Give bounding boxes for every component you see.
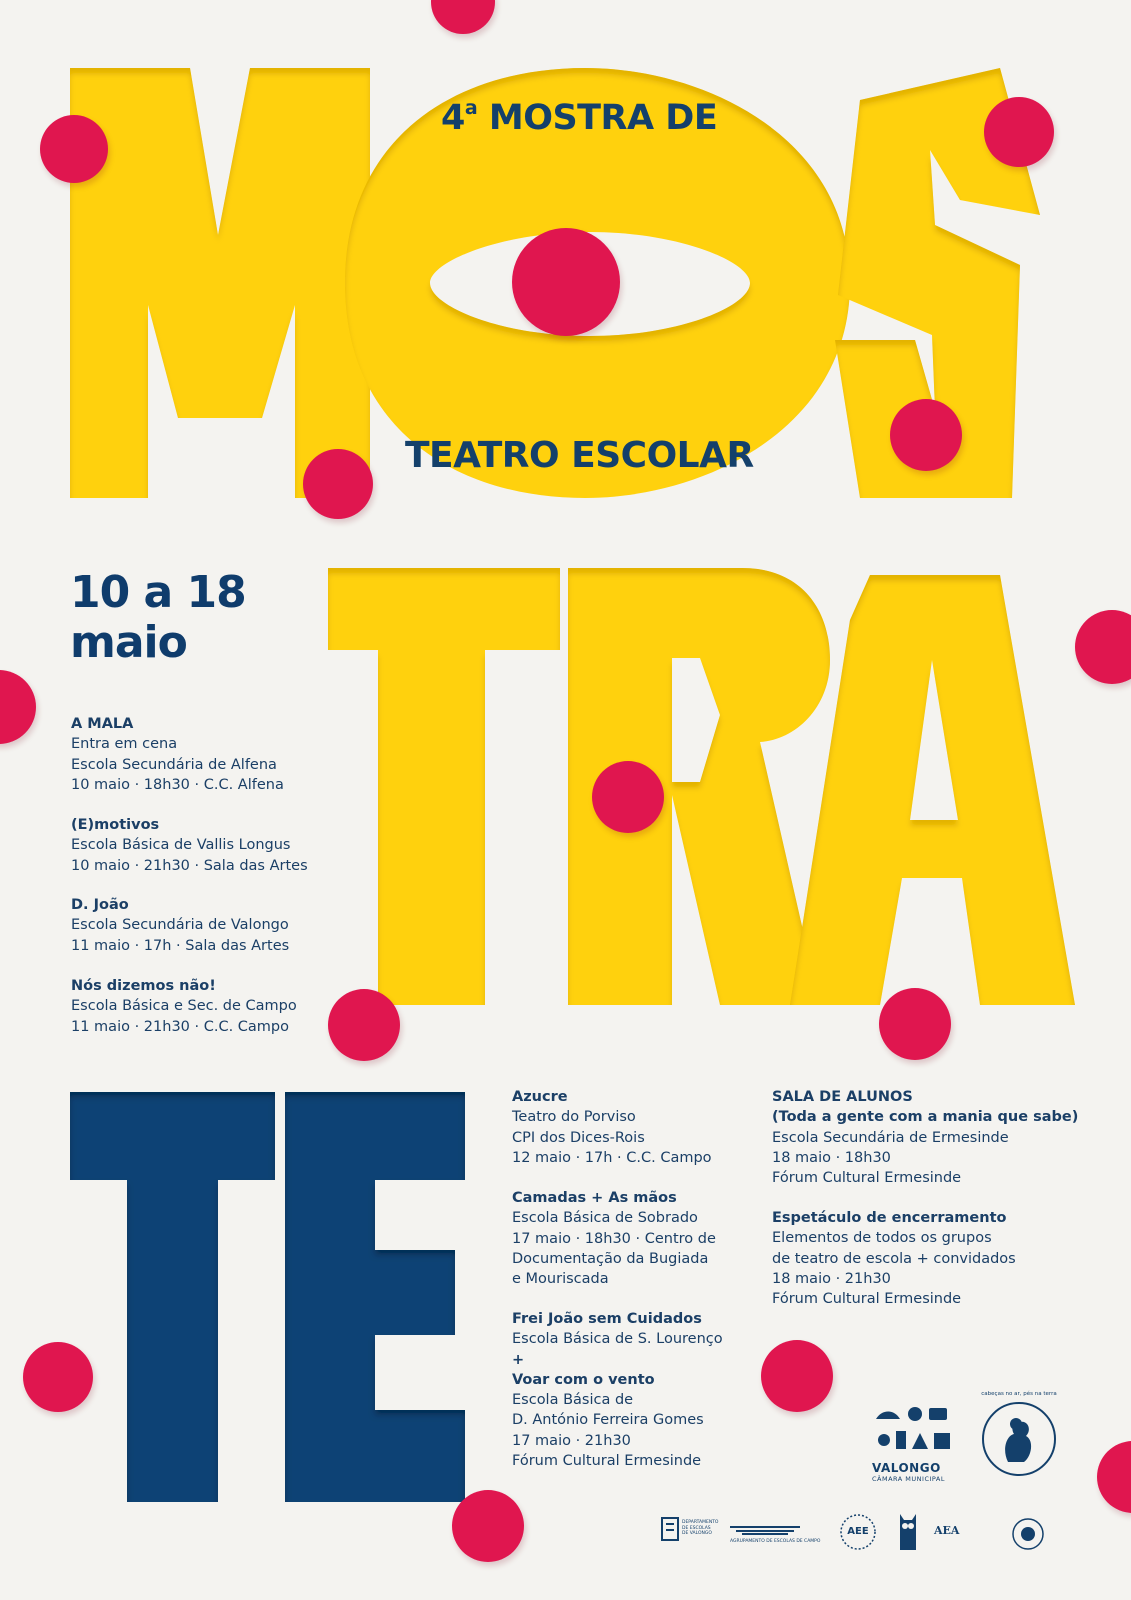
event-title: Voar com o vento [512, 1371, 655, 1388]
event-line: Escola Básica de Vallis Longus [71, 837, 291, 854]
campo-icon [730, 1523, 800, 1535]
subtitle-bottom: TEATRO ESCOLAR [405, 435, 754, 476]
event-line: de teatro de escola + convidados [772, 1250, 1016, 1267]
event-line: Elementos de todos os grupos [772, 1230, 992, 1247]
valongo-subtitle: CÂMARA MUNICIPAL [872, 1475, 945, 1483]
event-line: D. António Ferreira Gomes [512, 1412, 704, 1429]
departamento-text: DEPARTAMENTO DE ESCOLAS DE VALONGO [682, 1520, 719, 1536]
event-line: Escola Básica de S. Lourenço [512, 1331, 723, 1348]
cabecas-logo [980, 1391, 1058, 1478]
valongo-wordmark: VALONGO [872, 1461, 941, 1475]
event-d-joao [71, 895, 289, 956]
logo-aea [934, 1524, 994, 1544]
letter-t [328, 568, 560, 1005]
event-nos-dizemos-nao [71, 976, 297, 1037]
aee-text: AEE [847, 1526, 869, 1537]
event-title: Frei João sem Cuidados [512, 1311, 702, 1327]
event-camadas [512, 1188, 716, 1289]
red-dot [984, 97, 1054, 167]
event-line: 10 maio · 21h30 · Sala das Artes [71, 857, 308, 874]
event-line: 12 maio · 17h · C.C. Campo [512, 1149, 712, 1166]
plus-sign: + [512, 1351, 525, 1368]
footer-logos [660, 1510, 1060, 1560]
event-line: 11 maio · 17h · Sala das Artes [71, 937, 290, 954]
event-line: Escola Básica e Sec. de Campo [71, 998, 297, 1015]
event-title: SALA DE ALUNOS [772, 1089, 913, 1105]
red-dot [23, 1342, 93, 1412]
event-title: D. João [71, 897, 129, 913]
event-title: Camadas + As mãos [512, 1190, 677, 1206]
letter-m [70, 68, 370, 498]
red-dot [452, 1490, 524, 1562]
cabecas-emblem [980, 1400, 1058, 1478]
event-title: Nós dizemos não! [71, 978, 216, 994]
event-title: Espetáculo de encerramento [772, 1210, 1007, 1226]
departamento-icon [660, 1514, 680, 1544]
letter-a [790, 575, 1075, 1005]
letter-e-blue [285, 1092, 465, 1502]
event-line: 10 maio · 18h30 · C.C. Alfena [71, 776, 284, 793]
event-title: A MALA [71, 716, 134, 732]
event-a-mala [71, 714, 284, 795]
event-emotivos [71, 815, 308, 876]
campo-text: AGRUPAMENTO DE ESCOLAS DE CAMPO [730, 1539, 821, 1544]
event-title: Azucre [512, 1089, 568, 1105]
event-line: 11 maio · 21h30 · C.C. Campo [71, 1018, 290, 1035]
event-sala-de-alunos [772, 1087, 1078, 1188]
red-dot [303, 449, 373, 519]
event-line: Fórum Cultural Ermesinde [772, 1291, 962, 1308]
event-encerramento [772, 1208, 1016, 1309]
logo-owl [896, 1510, 920, 1554]
event-subtitle: (Toda a gente com a mania que sabe) [772, 1109, 1079, 1126]
dates-line-1: 10 a 18 [70, 567, 246, 618]
red-dot [761, 1340, 833, 1412]
event-line: Entra em cena [71, 736, 178, 753]
valongo-icons [872, 1405, 962, 1457]
red-dot [328, 989, 400, 1061]
aea-text: AEA [934, 1524, 960, 1537]
event-line: 18 maio · 18h30 [772, 1149, 891, 1166]
logo-departamento [660, 1514, 718, 1548]
event-line: Escola Secundária de Valongo [71, 917, 289, 934]
event-line: 17 maio · 21h30 [512, 1432, 631, 1449]
owl-icon [896, 1510, 920, 1554]
event-azucre [512, 1087, 712, 1168]
logo-circle-small [1010, 1516, 1046, 1552]
dates-line-2: maio [70, 617, 187, 668]
subtitle-top: 4$^a$ MOSTRA DE [441, 97, 718, 138]
circle-small-emblem [1010, 1516, 1046, 1552]
valongo-logo [872, 1405, 962, 1485]
event-frei-joao [512, 1309, 723, 1471]
event-line: Escola Básica de [512, 1392, 634, 1409]
red-dot [40, 115, 108, 183]
event-line: Fórum Cultural Ermesinde [772, 1170, 962, 1187]
event-line: Escola Secundária de Ermesinde [772, 1129, 1009, 1146]
red-dot [879, 988, 951, 1060]
event-dates [70, 568, 246, 668]
red-dot [890, 399, 962, 471]
event-line: e Mouriscada [512, 1271, 609, 1288]
letter-t-blue [70, 1092, 275, 1502]
red-dot [592, 761, 664, 833]
logo-aee [838, 1512, 878, 1552]
logo-campo [730, 1520, 820, 1550]
event-line: Escola Secundária de Alfena [71, 756, 277, 773]
event-line: 17 maio · 18h30 · Centro de [512, 1230, 716, 1247]
event-line: CPI dos Dices-Rois [512, 1129, 645, 1146]
event-line: 18 maio · 21h30 [772, 1270, 891, 1287]
cabecas-text: cabeças no ar, pés na terra [981, 1391, 1057, 1397]
event-line: Escola Básica de Sobrado [512, 1210, 698, 1227]
red-dot [512, 228, 620, 336]
event-line: Teatro do Porviso [512, 1109, 636, 1126]
event-line: Fórum Cultural Ermesinde [512, 1453, 702, 1470]
event-title: (E)motivos [71, 817, 160, 833]
event-line: Documentação da Bugiada [512, 1250, 709, 1267]
